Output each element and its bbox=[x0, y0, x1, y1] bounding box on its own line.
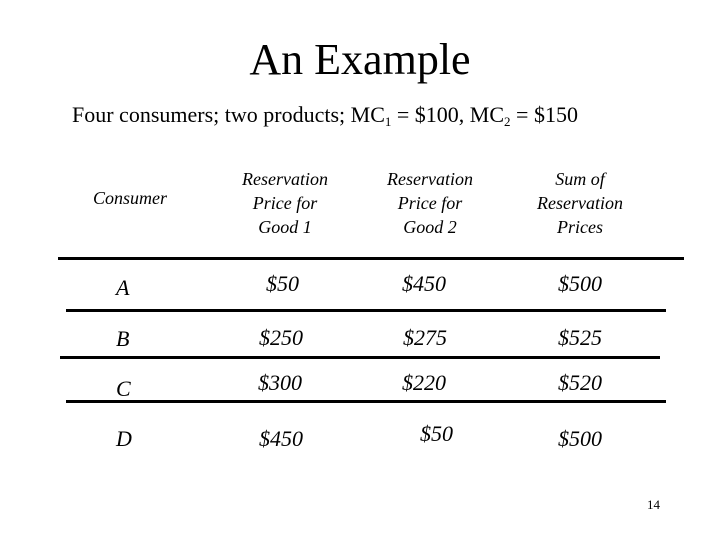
row-b-sum: $525 bbox=[558, 325, 602, 350]
row-d-good2: $50 bbox=[420, 421, 453, 446]
table-rule-3 bbox=[60, 356, 660, 359]
table-rule-2 bbox=[66, 309, 666, 312]
subtitle-subscript-1: 1 bbox=[384, 114, 392, 129]
row-d-good1: $450 bbox=[259, 426, 303, 451]
header-sum-line2: Reservation bbox=[537, 193, 623, 213]
row-b-consumer: B bbox=[116, 326, 130, 351]
row-c-good1: $300 bbox=[258, 370, 302, 395]
row-c-good2: $220 bbox=[402, 370, 446, 395]
subtitle-subscript-2: 2 bbox=[504, 114, 511, 129]
table-rule-4 bbox=[66, 400, 666, 403]
row-d-sum: $500 bbox=[558, 426, 602, 451]
header-good2-line2: Price for bbox=[397, 193, 463, 213]
row-d-consumer: D bbox=[116, 426, 132, 451]
subtitle-text-3: = $150 bbox=[510, 102, 578, 127]
header-good2-line3: Good 2 bbox=[403, 217, 457, 237]
row-a-good2: $450 bbox=[402, 271, 446, 296]
page-number: 14 bbox=[647, 497, 660, 512]
subtitle-text-1: Four consumers; two products; MC bbox=[72, 102, 385, 127]
header-good2 bbox=[365, 167, 495, 239]
header-sum bbox=[515, 167, 645, 239]
row-c-consumer: C bbox=[116, 376, 131, 401]
header-good1 bbox=[220, 167, 350, 239]
subtitle-text-2: = $100, MC bbox=[391, 102, 505, 127]
row-a-sum: $500 bbox=[558, 271, 602, 296]
row-b-good1: $250 bbox=[259, 325, 303, 350]
header-consumer: Consumer bbox=[92, 188, 167, 208]
header-good1-line2: Price for bbox=[252, 193, 318, 213]
row-b-good2: $275 bbox=[403, 325, 447, 350]
row-a-good1: $50 bbox=[266, 271, 299, 296]
header-sum-line3: Prices bbox=[557, 217, 603, 237]
header-good1-line1: Reservation bbox=[242, 169, 328, 189]
header-sum-line1: Sum of bbox=[555, 169, 605, 189]
slide-title: An Example bbox=[249, 35, 471, 84]
slide-subtitle bbox=[72, 101, 578, 129]
row-c-sum: $520 bbox=[558, 370, 602, 395]
header-good1-line3: Good 1 bbox=[258, 217, 312, 237]
table-rule-1 bbox=[58, 257, 684, 260]
row-a-consumer: A bbox=[116, 275, 130, 300]
header-good2-line1: Reservation bbox=[387, 169, 473, 189]
